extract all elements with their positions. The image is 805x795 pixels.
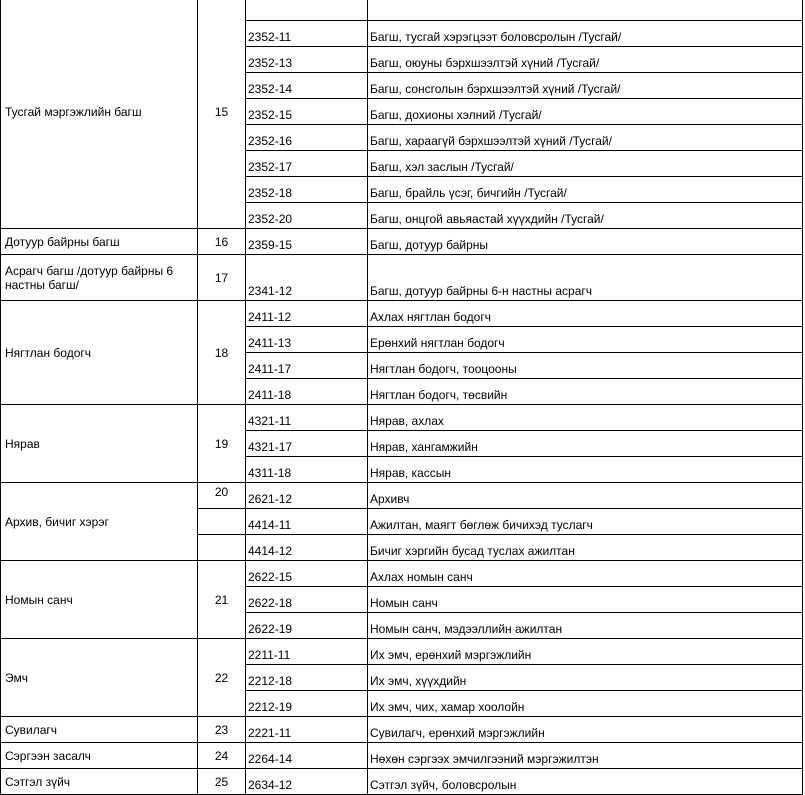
table-row [1,483,803,509]
occupation-code-cell[interactable]: 2622-18 [246,587,368,613]
group-name-cell[interactable]: Сэргээн засалч [1,743,198,769]
group-number-cell[interactable]: 18 [198,301,246,405]
group-number-cell[interactable]: 15 [198,0,246,229]
occupation-title-cell[interactable]: Сэтгэл зүйч, боловсролын [368,769,803,795]
group-name-cell[interactable]: Номын санч [1,561,198,639]
occupation-title-cell[interactable]: Багш, дотуур байрны 6-н настны асрагч [368,255,803,301]
occupation-title-cell[interactable]: Ерөнхий нягтлан бодогч [368,327,803,353]
occupation-code-cell[interactable]: 2622-19 [246,613,368,639]
table-row [1,255,803,301]
occupation-code-cell[interactable]: 2352-14 [246,73,368,99]
group-number-cell[interactable]: 16 [198,229,246,255]
occupation-code-cell[interactable]: 4311-18 [246,457,368,483]
occupation-title-cell[interactable]: Нөхөн сэргээх эмчилгээний мэргэжилтэн [368,743,803,769]
occupation-title-cell[interactable]: Нягтлан бодогч, төсвийн [368,379,803,405]
group-name-cell[interactable]: Эмч [1,639,198,717]
group-number-cell[interactable]: 17 [198,255,246,301]
group-name-cell[interactable]: Нягтлан бодогч [1,301,198,405]
occupation-title-cell[interactable]: Ахлах нягтлан бодогч [368,301,803,327]
group-number-cell-empty[interactable] [198,535,246,561]
occupation-code-cell[interactable]: 2621-12 [246,483,368,509]
table-row [1,561,803,587]
occupation-title-cell[interactable]: Ажилтан, маягт бөглөж бичихэд туслагч [368,509,803,535]
table-row [1,229,803,255]
group-number-cell[interactable]: 22 [198,639,246,717]
occupation-title-cell[interactable]: Номын санч, мэдээллийн ажилтан [368,613,803,639]
occupation-title-cell[interactable] [368,0,803,21]
occupation-code-cell[interactable]: 2352-13 [246,47,368,73]
occupation-code-cell[interactable]: 4321-17 [246,431,368,457]
table-row [1,769,803,795]
group-number-cell-empty[interactable] [198,509,246,535]
group-number-cell[interactable]: 24 [198,743,246,769]
occupation-title-cell[interactable]: Их эмч, ерөнхий мэргэжлийн [368,639,803,665]
occupation-title-cell[interactable]: Багш, хэл заслын /Тусгай/ [368,151,803,177]
group-name-cell[interactable]: Асрагч багш /дотуур байрны 6 настны багш/ [1,255,198,301]
occupation-title-cell[interactable]: Багш, сонсголын бэрхшээлтэй хүний /Тусгай/ [368,73,803,99]
occupation-code-cell[interactable]: 2411-13 [246,327,368,353]
occupation-code-cell[interactable]: 2411-17 [246,353,368,379]
occupation-title-cell[interactable]: Их эмч, чих, хамар хоолойн [368,691,803,717]
group-number-cell[interactable]: 21 [198,561,246,639]
table-row [1,743,803,769]
occupation-code-cell[interactable] [246,0,368,21]
occupation-code-cell[interactable]: 2212-18 [246,665,368,691]
occupation-title-cell[interactable]: Багш, оюуны бэрхшээлтэй хүний /Тусгай/ [368,47,803,73]
occupation-title-cell[interactable]: Багш, брайль үсэг, бичгийн /Тусгай/ [368,177,803,203]
group-number-cell[interactable]: 25 [198,769,246,795]
occupation-code-cell[interactable]: 4414-12 [246,535,368,561]
occupation-code-cell[interactable]: 2264-14 [246,743,368,769]
occupation-code-cell[interactable]: 2352-11 [246,21,368,47]
group-number-cell[interactable]: 19 [198,405,246,483]
group-name-cell[interactable]: Тусгай мэргэжлийн багш [1,0,198,229]
table-row [1,301,803,327]
occupation-code-cell[interactable]: 2411-18 [246,379,368,405]
occupation-code-cell[interactable]: 2352-18 [246,177,368,203]
occupation-code-cell[interactable]: 2352-20 [246,203,368,229]
occupation-title-cell[interactable]: Сувилагч, ерөнхий мэргэжлийн [368,717,803,743]
occupation-code-cell[interactable]: 2221-11 [246,717,368,743]
occupation-title-cell[interactable]: Ахлах номын санч [368,561,803,587]
occupation-title-cell[interactable]: Нярав, хангамжийн [368,431,803,457]
group-name-cell[interactable]: Сувилагч [1,717,198,743]
occupation-title-cell[interactable]: Багш, онцгой авьяастай хүүхдийн /Тусгай/ [368,203,803,229]
occupation-code-cell[interactable]: 2622-15 [246,561,368,587]
occupation-code-cell[interactable]: 2352-15 [246,99,368,125]
occupation-code-cell[interactable]: 4321-11 [246,405,368,431]
group-name-cell[interactable]: Сэтгэл зүйч [1,769,198,795]
occupation-title-cell[interactable]: Багш, дохионы хэлний /Тусгай/ [368,99,803,125]
group-number-cell[interactable]: 20 [198,483,246,509]
occupation-code-cell[interactable]: 2341-12 [246,255,368,301]
occupation-code-cell[interactable]: 2212-19 [246,691,368,717]
occupation-title-cell[interactable]: Багш, дотуур байрны [368,229,803,255]
occupation-code-cell[interactable]: 2411-12 [246,301,368,327]
group-number-cell[interactable]: 23 [198,717,246,743]
occupation-title-cell[interactable]: Нярав, ахлах [368,405,803,431]
group-name-cell[interactable]: Дотуур байрны багш [1,229,198,255]
occupation-code-cell[interactable]: 2352-17 [246,151,368,177]
occupation-code-cell[interactable]: 2211-11 [246,639,368,665]
occupation-title-cell[interactable]: Нягтлан бодогч, тооцооны [368,353,803,379]
occupation-title-cell[interactable]: Номын санч [368,587,803,613]
table-row [1,639,803,665]
table-row [1,0,803,21]
occupation-code-cell[interactable]: 2359-15 [246,229,368,255]
occupation-title-cell[interactable]: Багш, тусгай хэрэгцээт боловсролын /Тусгай/ [368,21,803,47]
table-row [1,717,803,743]
occupation-code-cell[interactable]: 2352-16 [246,125,368,151]
occupation-title-cell[interactable]: Бичиг хэргийн бусад туслах ажилтан [368,535,803,561]
group-name-cell[interactable]: Архив, бичиг хэрэг [1,483,198,561]
table-row [1,405,803,431]
occupation-title-cell[interactable]: Нярав, кассын [368,457,803,483]
occupation-title-cell[interactable]: Багш, хараагүй бэрхшээлтэй хүний /Тусгай/ [368,125,803,151]
occupation-code-cell[interactable]: 2634-12 [246,769,368,795]
group-name-cell[interactable]: Нярав [1,405,198,483]
occupation-title-cell[interactable]: Архивч [368,483,803,509]
occupation-title-cell[interactable]: Их эмч, хүүхдийн [368,665,803,691]
occupation-code-cell[interactable]: 4414-11 [246,509,368,535]
